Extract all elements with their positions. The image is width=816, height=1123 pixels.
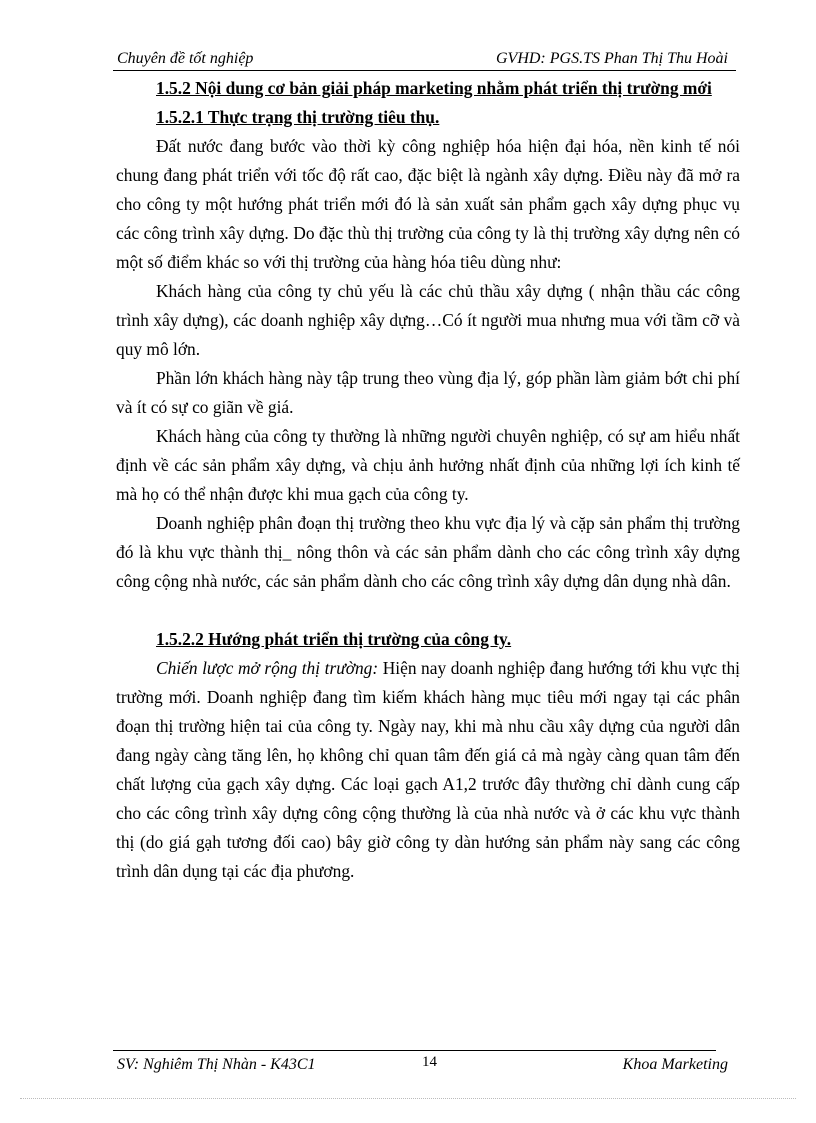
header-divider <box>113 70 736 71</box>
header-right: GVHD: PGS.TS Phan Thị Thu Hoài <box>495 50 728 67</box>
paragraph: Khách hàng của công ty thường là những người chuyên nghiệp, có sự am hiểu nhất định về các sản phẩm xây dựng, và chịu ảnh hưởng nhất định của những lợi ích kinh tế mà họ có thể nhận được khi mua gạch của công ty. <box>116 426 740 504</box>
strategy-lead: Chiến lược mở rộng thị trường: <box>156 658 379 678</box>
page-header <box>117 46 728 72</box>
paragraph: Khách hàng của công ty chủ yếu là các chủ thầu xây dựng ( nhận thầu các công trình xây dựng), các doanh nghiệp xây dựng…Có ít người mua nhưng mua với tầm cỡ và quy mô lớn. <box>116 281 740 359</box>
paragraph: Đất nước đang bước vào thời kỳ công nghiệp hóa hiện đại hóa, nền kinh tế nói chung đang phát triển với tốc độ rất cao, đặc biệt là ngành xây dựng. Điều này đã mở ra cho công ty một hướng phát triển mới đó là sản xuất sản phẩm gạch xây dựng phục vụ các công trình xây dựng. Do đặc thù thị trường của công ty là thị trường xây dựng nên có một số điểm khác so với thị trường của hàng hóa tiêu dùng như: <box>116 136 740 272</box>
page-break-line <box>20 1098 796 1099</box>
footer-right: Khoa Marketing <box>622 1056 728 1073</box>
paragraph: Doanh nghiệp phân đoạn thị trường theo khu vực địa lý và cặp sản phẩm thị trường đó là khu vực thành thị_ nông thôn và các sản phẩm dành cho các công trình xây dựng công cộng nhà nước, các sản phẩm dành cho các công trình xây dựng dân dụng nhà dân. <box>116 513 740 591</box>
subsection-2-title: 1.5.2.2 Hướng phát triển thị trường của công ty. <box>156 629 512 649</box>
header-left: Chuyên đề tốt nghiệp <box>117 50 254 67</box>
document-body <box>116 74 740 886</box>
section-title: 1.5.2 Nội dung cơ bản giải pháp marketing nhằm phát triển thị trường mới <box>156 78 712 98</box>
paragraph: Phần lớn khách hàng này tập trung theo vùng địa lý, góp phần làm giảm bớt chi phí và ít có sự co giãn về giá. <box>116 368 740 417</box>
page-footer <box>117 1054 728 1076</box>
footer-divider <box>113 1050 716 1051</box>
subsection-1-title: 1.5.2.1 Thực trạng thị trường tiêu thụ. <box>156 107 440 127</box>
paragraph <box>116 654 740 886</box>
strategy-text: Hiện nay doanh nghiệp đang hướng tới khu vực thị trường mới. Doanh nghiệp đang tìm kiếm khách hàng mục tiêu mới ngay tại các phân đoạn thị trường hiện tai của công ty. Ngày nay, khi mà nhu cầu xây dựng của người dân đang ngày càng tăng lên, họ không chỉ quan tâm đến giá cả mà ngày càng quan tâm đến chất lượng của gạch xây dựng. Các loại gạch A1,2 trước đây thường chỉ dành cung cấp cho các công trình xây dựng công cộng thường là của nhà nước và ở các khu vực thành thị (do giá gạh tương đối cao) bây giờ công ty dàn hướng sản phẩm này sang các công trình dân dụng tại các địa phương. <box>116 658 740 881</box>
spacer <box>116 596 740 625</box>
page-number: 14 <box>422 1054 437 1070</box>
footer-left: SV: Nghiêm Thị Nhàn - K43C1 <box>117 1056 316 1073</box>
